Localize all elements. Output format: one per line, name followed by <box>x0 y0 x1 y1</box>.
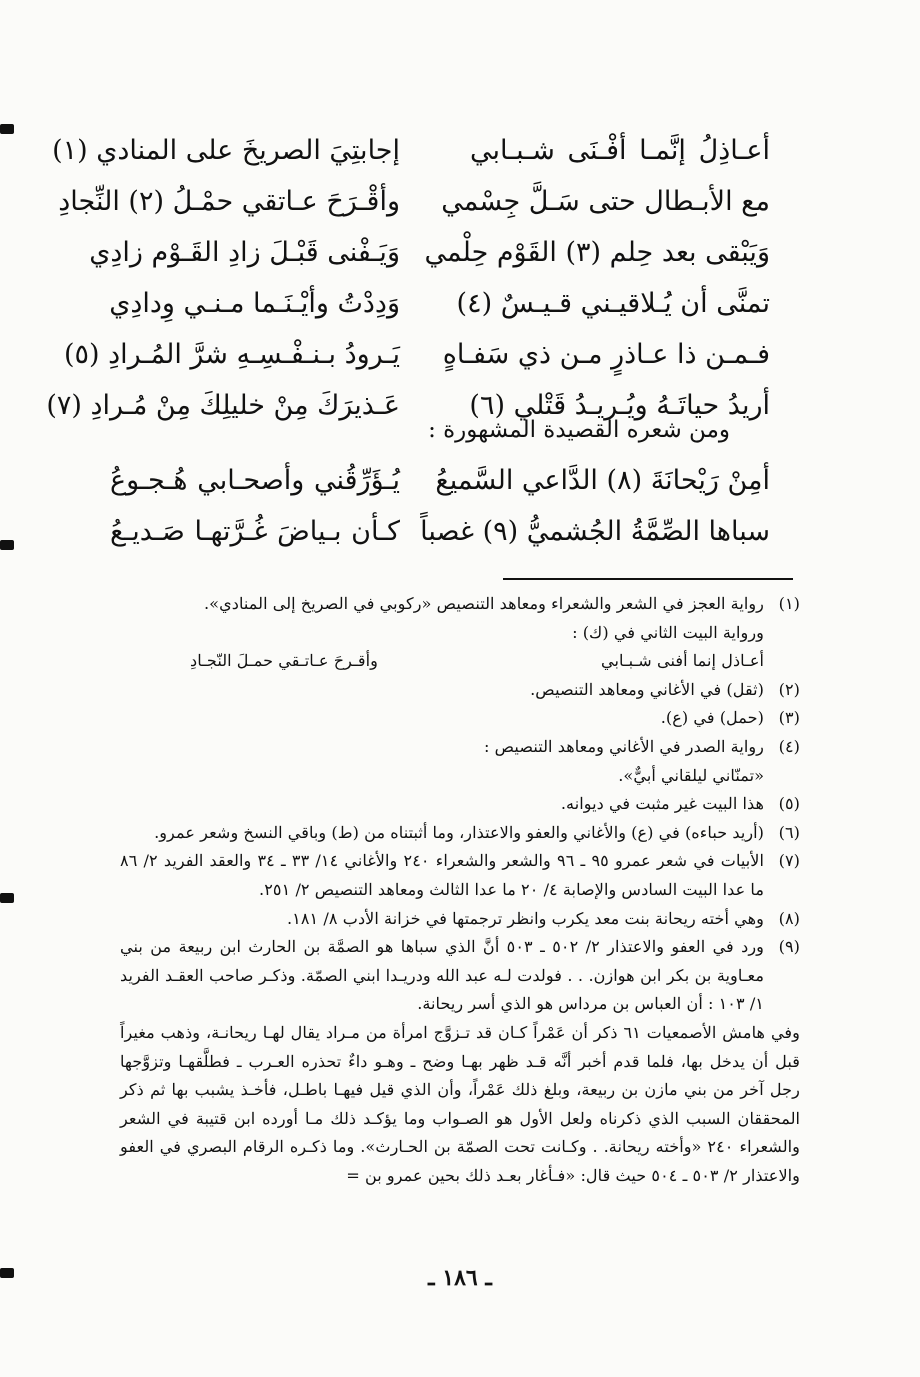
footnote-number: (٨) <box>778 908 800 928</box>
verse-line <box>110 506 770 557</box>
verse-first-hemistich: وَيَبْقى بعد حِلم (٣) القَوْم حِلْمي <box>424 237 770 268</box>
footnote-number: (٦) <box>778 822 800 842</box>
verse-line <box>58 176 770 227</box>
footnote <box>120 933 800 1019</box>
verse-second-hemistich: عَـذيرَكَ مِنْ خليلِكَ مِنْ مُـرادِ (٧) <box>46 390 400 421</box>
footnote-text: (ثقل) في الأغاني ومعاهد التنصيص. <box>530 679 764 699</box>
famous-poem-verses <box>110 455 770 557</box>
verse-first-hemistich: تمنَّى أن يُـلاقيـني قـيـسٌ (٤) <box>456 288 770 319</box>
footnote-number: (٩) <box>778 937 800 957</box>
footnotes <box>120 590 800 1190</box>
footnote <box>120 819 800 848</box>
poem-intro: ومن شعره القصيدة المشهورة : <box>428 417 730 443</box>
footnote <box>120 733 800 762</box>
verse-second-hemistich: يُـؤَرِّقُني وأصحـابي هُـجـوعُ <box>110 465 400 496</box>
verse-first-hemistich: أعـاذِلُ إنَّمـا أفْـنَى شـبـابي <box>470 135 770 166</box>
footnote-text: وهي أخته ريحانة بنت معد يكرب وانظر ترجمتها في خزانة الأدب ٨/ ١٨١. <box>287 908 764 928</box>
variant-second-hemistich: وأقـرحَ عـاتـقي حمـلَ النّجـادِ <box>190 651 378 671</box>
scan-edge-mark <box>0 124 14 134</box>
footnote <box>120 905 800 934</box>
footnote <box>120 790 800 819</box>
page-number: ـ ١٨٦ ـ <box>428 1265 492 1291</box>
footnote-text: ورد في العفو والاعتذار ٢/ ٥٠٢ ـ ٥٠٣ أنَّ الذي سباها هو الصمَّة بن الحارث ابن ربيعة من بني معـاوية بن بكر ابن هوازن. . . فولدت لـه عبد الله ودريـدا ابني الصمّة. وذكـر صاحب العقـد الفريد ١/ ١٠٣ : أن العباس بن مرداس هو الذي أسر ريحانة. <box>120 937 764 1014</box>
verse-second-hemistich: وَيَـفْنى قَبْـلَ زادِ القَـوْم زادِي <box>89 237 400 268</box>
verse-second-hemistich: وأقْـرَحَ عـاتقي حمْـلُ (٢) النِّجادِ <box>58 186 400 217</box>
footnote <box>120 847 800 904</box>
verse-line <box>52 125 770 176</box>
footnote-text: هذا البيت غير مثبت في ديوانه. <box>560 794 764 814</box>
verse-first-hemistich: مع الأبـطال حتى سَـلَّ جِسْمي <box>441 186 770 217</box>
footnote-subline: ورواية البيت الثاني في (ك) : <box>572 622 764 642</box>
verse-second-hemistich: كـأن بـياضَ غُـرَّتهـا صَـديـعُ <box>110 516 400 547</box>
scan-edge-mark <box>0 540 14 550</box>
footnote-number: (١) <box>778 594 800 613</box>
verse-line <box>63 329 770 380</box>
footnote-number: (٣) <box>778 708 800 728</box>
footnote-continuation: وفي هامش الأصمعيات ٦١ ذكر أن عَمْراً كـان قد تـزوَّج امرأة من مـراد يقال لهـا ريحانـة، وذهب مغيراً قبل أن يدخل بها، فلما قدم أخبر أنَّه قـد ظهر بهـا وضح ـ وهـو داءٌ تحذره العـرب ـ فطلَّقهـا وتزوَّجها رجل آخر من بني مازن بن ربيعة، وبلغ ذلك عَمْراً، وأن الذي قيل فيهـا باطـل، فأخـذ يشبب بها ثم ذكر المحققان السبب الذي ذكرناه ولعل الأول هو الصـواب وما يؤكـد ذلك مـا أورده ابن قتيبة في الشعر والشعراء ٢٤٠ «وأخته ريحانة. . وكـانت تحت الصمّة بن الحـارث». وما ذكـره الرقام البصري في العفو والاعتذار ٢/ ٥٠٣ ـ ٥٠٤ حيث قال: «فـأغار بعـد ذلك بحين عمرو بن = <box>120 1022 800 1185</box>
verse-line <box>110 278 770 329</box>
footnote-separator <box>503 578 793 580</box>
verse-second-hemistich: إجابتِيَ الصريخَ على المنادي (١) <box>52 135 400 166</box>
footnote-text: رواية العجز في الشعر والشعراء ومعاهد التنصيص «ركوبي في الصريخ إلى المنادي». <box>204 594 764 613</box>
variant-first-hemistich: أعـاذل إنما أفنى شـبـابي <box>600 651 764 671</box>
verse-second-hemistich: وَدِدْتُ وأيْـنَـما مـنـي وِدادِي <box>109 288 400 319</box>
verse-line <box>89 227 770 278</box>
footnote-subline: «تمنّاني ليلقاني أبيٌّ». <box>618 765 764 785</box>
verse-first-hemistich: سباها الصِّمَّةُ الجُشميُّ (٩) غصباً <box>420 516 770 547</box>
footnote-number: (٥) <box>778 794 800 814</box>
variant-verse <box>120 647 800 676</box>
verse-line <box>110 455 770 506</box>
footnote-text: (أريد حباءه) في (ع) والأغاني والعفو والاعتذار، وما أثبتناه من (ط) وباقي النسخ وشعر عمرو. <box>154 822 764 842</box>
footnote <box>120 704 800 733</box>
footnote-text: الأبيات في شعر عمرو ٩٥ ـ ٩٦ والشعر والشعراء ٢٤٠ والأغاني ١٤/ ٣٣ ـ ٣٤ والعقد الفريد ٢/ ٨٦ ما عدا البيت السادس والإصابة ٤/ ٢٠ ما عدا الثالث ومعاهد التنصيص ٢/ ٢٥١. <box>120 851 764 899</box>
verse-first-hemistich: فـمـن ذا عـاذرٍ مـن ذي سَفـاهٍ <box>442 339 770 370</box>
footnote <box>120 676 800 705</box>
footnote <box>120 590 800 619</box>
verse-first-hemistich: أريدُ حياتَـهُ ويُـريـدُ قَتْلي (٦) <box>469 390 770 421</box>
verse-second-hemistich: يَـرودُ بـنـفْـسِـهِ شرَّ المُـرادِ (٥) <box>63 339 400 370</box>
footnote-number: (٤) <box>778 736 800 756</box>
footnote-number: (٧) <box>778 851 800 871</box>
verse-first-hemistich: أمِنْ رَيْحانَةَ (٨) الدَّاعي السَّميعُ <box>435 465 770 496</box>
footnote-text: رواية الصدر في الأغاني ومعاهد التنصيص : <box>484 736 764 756</box>
poem-verses <box>46 125 770 431</box>
scan-edge-mark <box>0 893 14 903</box>
footnote-text: (حمل) في (ع). <box>660 708 764 728</box>
footnote-number: (٢) <box>778 679 800 699</box>
